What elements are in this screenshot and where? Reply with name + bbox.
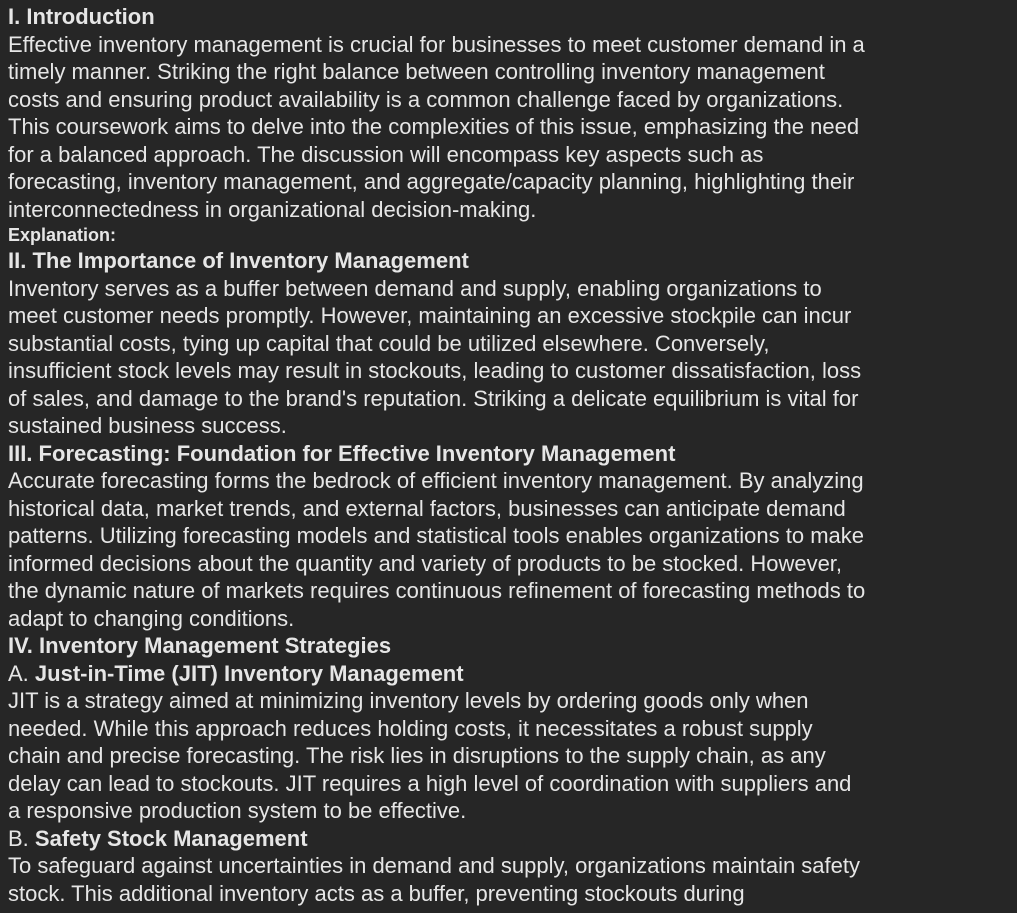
paragraph-line: informed decisions about the quantity and variety of products to be stocked. However, [8, 550, 843, 576]
paragraph-line: This coursework aims to delve into the complexities of this issue, emphasizing the need [8, 114, 860, 139]
paragraph-line: a responsive production system to be effective. [8, 798, 467, 823]
paragraph-line: Inventory serves as a buffer between demand and supply, enabling organizations to [8, 275, 822, 301]
safety-stock-paragraph [8, 852, 1008, 907]
importance-paragraph [8, 275, 1008, 440]
paragraph-line: historical data, market trends, and external factors, businesses can anticipate demand [8, 495, 846, 521]
paragraph-line: delay can lead to stockouts. JIT requires a high level of coordination with suppliers and [8, 770, 852, 796]
section-heading-introduction: I. Introduction [8, 4, 155, 29]
paragraph-line: for a balanced approach. The discussion will encompass key aspects such as [8, 141, 764, 167]
subheading-jit [8, 660, 1008, 688]
paragraph-line: stock. This additional inventory acts as a buffer, preventing stockouts during [8, 880, 745, 906]
paragraph-line: timely manner. Striking the right balance between controlling inventory management [8, 59, 825, 84]
jit-paragraph [8, 687, 1008, 825]
introduction-paragraph [8, 31, 1008, 224]
subheading-safety-stock [8, 825, 1008, 853]
subheading-title: Just-in-Time (JIT) Inventory Management [34, 660, 464, 686]
paragraph-line: meet customer needs promptly. However, maintaining an excessive stockpile can incur [8, 303, 852, 328]
paragraph-line: interconnectedness in organizational decision-making. [8, 196, 537, 222]
section-heading-importance: II. The Importance of Inventory Management [8, 248, 469, 273]
paragraph-line: adapt to changing conditions. [8, 605, 295, 631]
paragraph-line: Effective inventory management is crucial for businesses to meet customer demand in a [8, 31, 865, 57]
paragraph-line: chain and precise forecasting. The risk lies in disruptions to the supply chain, as any [8, 743, 826, 768]
section-heading-strategies: IV. Inventory Management Strategies [8, 633, 392, 658]
paragraph-line: substantial costs, tying up capital that could be utilized elsewhere. Conversely, [8, 330, 770, 356]
paragraph-line: needed. While this approach reduces holding costs, it necessitates a robust supply [8, 715, 813, 741]
explanation-label: Explanation: [8, 225, 117, 245]
paragraph-line: To safeguard against uncertainties in demand and supply, organizations maintain safety [8, 853, 861, 878]
paragraph-line: sustained business success. [8, 413, 287, 438]
paragraph-line: JIT is a strategy aimed at minimizing inventory levels by ordering goods only when [8, 688, 809, 713]
subheading-title: Safety Stock Management [34, 825, 308, 851]
section-heading-forecasting: III. Forecasting: Foundation for Effective Inventory Management [8, 440, 676, 466]
subheading-prefix: B. [8, 825, 35, 851]
paragraph-line: patterns. Utilizing forecasting models and statistical tools enables organizations to make [8, 523, 865, 548]
paragraph-line: the dynamic nature of markets requires continuous refinement of forecasting methods to [8, 578, 866, 603]
paragraph-line: costs and ensuring product availability is a common challenge faced by organizations. [8, 86, 844, 112]
paragraph-line: Accurate forecasting forms the bedrock of efficient inventory management. By analyzing [8, 468, 864, 493]
forecasting-paragraph [8, 467, 1008, 632]
paragraph-line: of sales, and damage to the brand's reputation. Striking a delicate equilibrium is vital for [8, 385, 859, 411]
paragraph-line: insufficient stock levels may result in stockouts, leading to customer dissatisfaction, loss [8, 358, 862, 383]
subheading-prefix: A. [8, 660, 35, 686]
paragraph-line: forecasting, inventory management, and aggregate/capacity planning, highlighting their [8, 169, 855, 194]
